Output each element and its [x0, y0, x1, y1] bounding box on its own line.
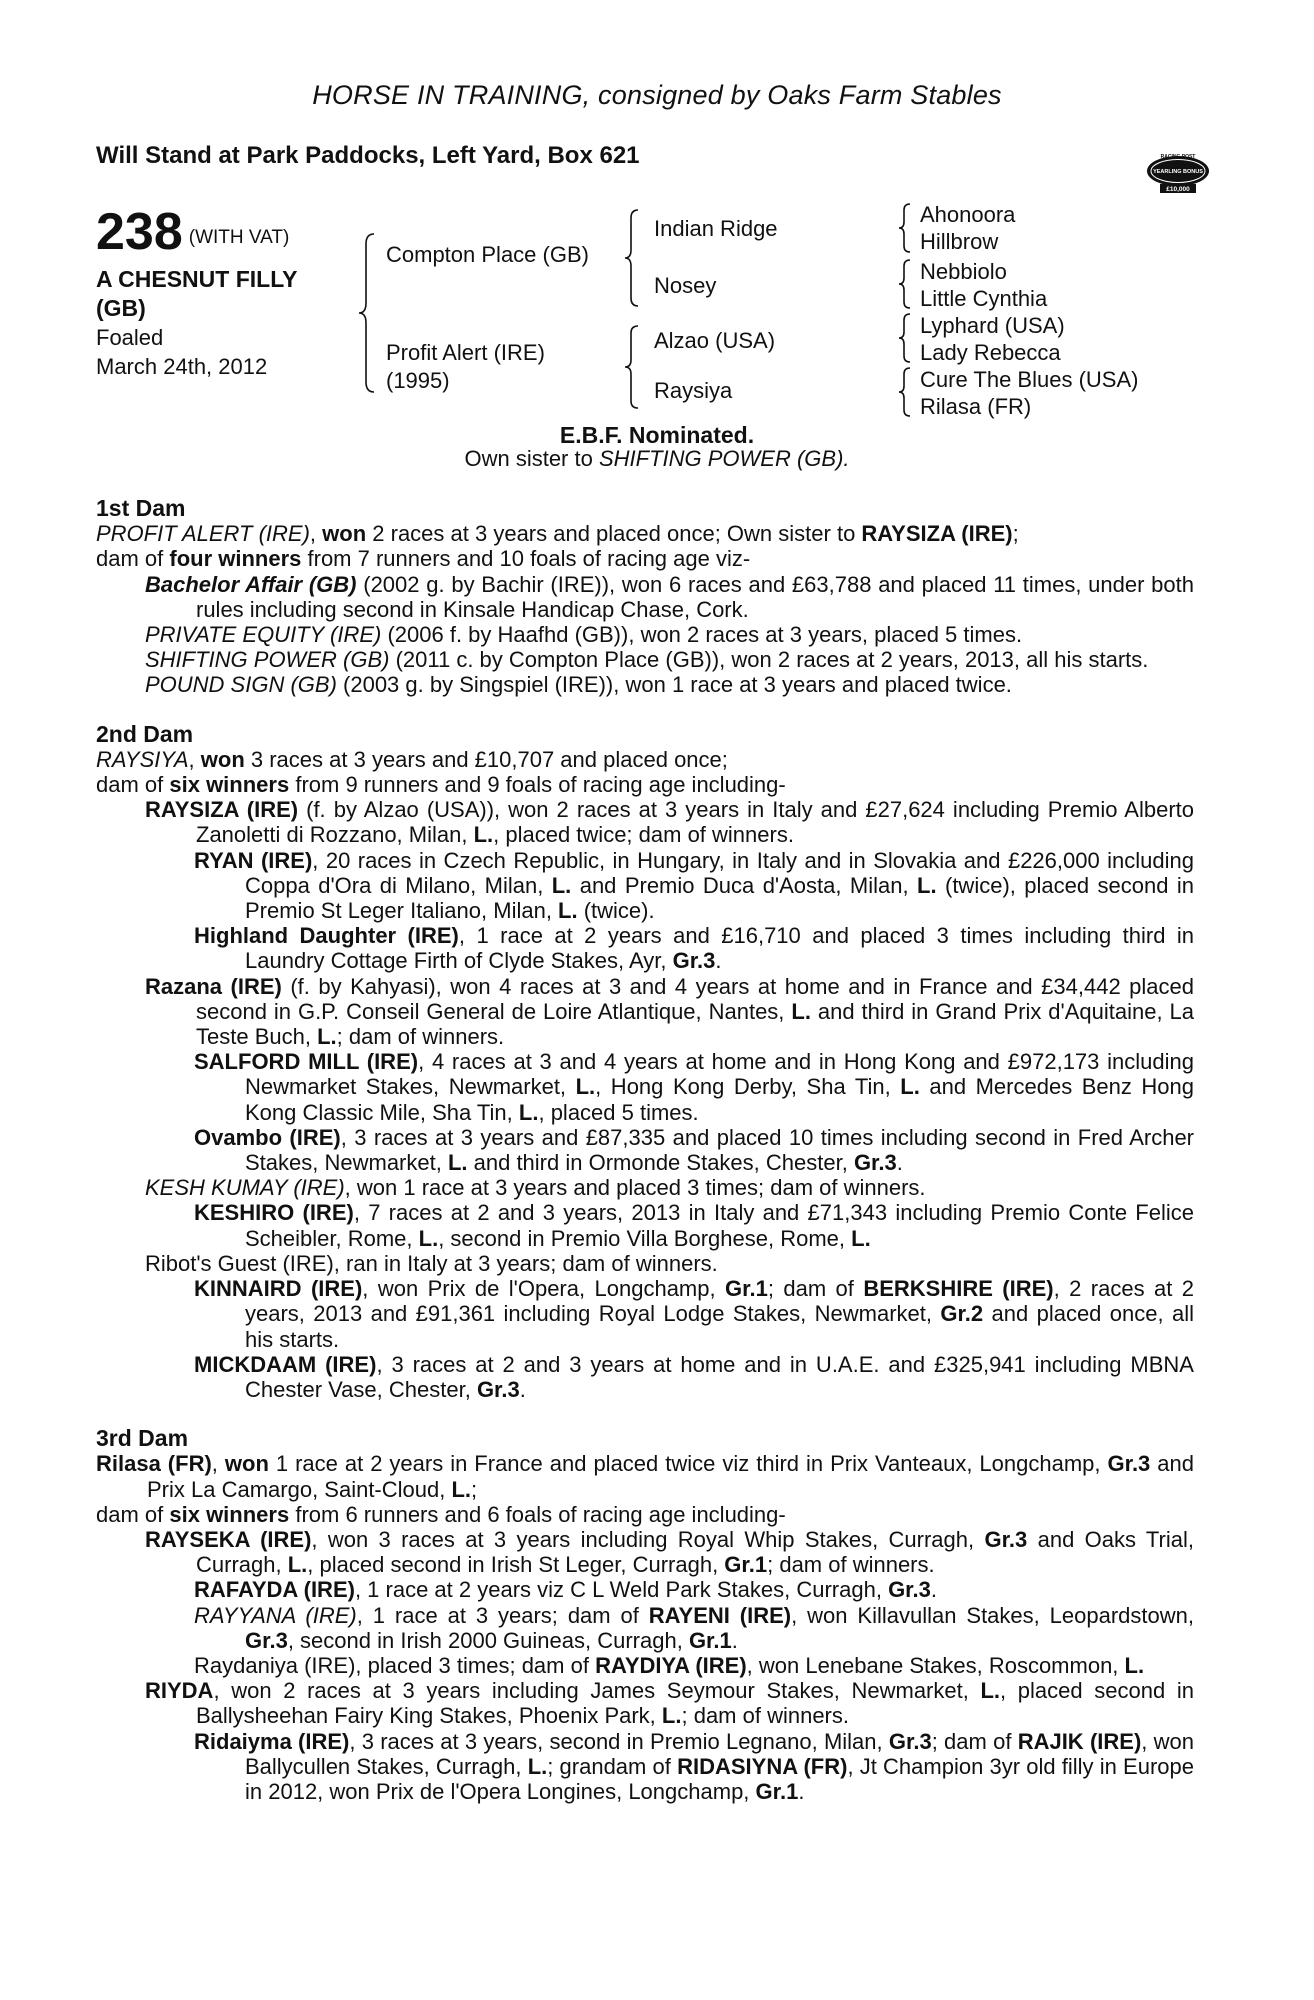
entry-text: from 6 runners and 6 foals of racing age including-: [289, 1501, 786, 1527]
entry-text: L.: [527, 1753, 548, 1779]
entry-text: RAYSIZA (IRE): [861, 521, 1013, 547]
section-title: 1st Dam: [96, 495, 186, 521]
entry-text: , second in Premio Villa Borghese, Rome,: [438, 1225, 852, 1251]
pedigree-dam: Profit Alert (IRE): [386, 340, 545, 365]
entry-text: , won Prix de l'Opera, Longchamp,: [362, 1276, 726, 1302]
entry-text: L.: [558, 898, 578, 924]
entry-text: Gr.3: [245, 1627, 288, 1653]
entry-text: (f. by Kahyasi), won 4 races at 3 and 4 years at home and in France and £34,442 placed second in G.P. Conseil General de Loire Atlantique, Nantes,: [196, 973, 1194, 1024]
entry-text: six winners: [169, 772, 290, 798]
entry-text: ; dam of: [767, 1276, 864, 1302]
own-sister-line: [0, 446, 1314, 472]
entry-paragraph: [96, 1527, 1194, 1577]
entry-paragraph: [96, 1451, 1194, 1501]
entry-text: Raydaniya (IRE), placed 3 times; dam of: [194, 1652, 596, 1678]
entry-text: Highland Daughter (IRE): [194, 923, 459, 949]
entry-text: ,: [211, 1451, 225, 1477]
pedigree-dam-dam: Raysiya: [654, 378, 733, 403]
entry-paragraph: [96, 1729, 1194, 1805]
entry-text: L.: [900, 1074, 920, 1100]
entry-text: L.: [551, 872, 572, 898]
entry-text: 2 races at 3 years and placed once; Own sister to: [366, 521, 862, 547]
entry-text: RAYDIYA (IRE): [595, 1652, 747, 1678]
entry-text: POUND SIGN (GB): [145, 672, 337, 698]
entry-paragraph: [96, 521, 1194, 546]
own-sister-prefix: Own sister to: [464, 446, 599, 471]
entry-paragraph: [96, 1200, 1194, 1250]
entry-text: Gr.3: [672, 948, 716, 974]
entry-paragraph: [96, 647, 1194, 672]
entry-paragraph: [96, 1502, 1194, 1527]
entry-text: .: [715, 948, 722, 974]
entry-text: KESHIRO (IRE): [194, 1200, 354, 1226]
pedigree-gen3-7: Cure The Blues (USA): [920, 367, 1139, 392]
entry-text: , 20 races in Czech Republic, in Hungary, in Italy and in Slovakia and £226,000 including Coppa d'Ora di Milano, Milan,: [245, 847, 1194, 898]
lot-block: [96, 205, 356, 381]
entry-text: RIYDA: [145, 1678, 214, 1704]
sire-dam-brace: [358, 232, 378, 394]
entry-text: , second in Irish 2000 Guineas, Curragh,: [287, 1627, 689, 1653]
lot-number-row: [96, 205, 356, 265]
entry-text: L.: [917, 872, 937, 898]
entry-text: , Hong Kong Derby, Sha Tin,: [595, 1074, 901, 1100]
entry-text: , won Ballycullen Stakes, Curragh,: [245, 1728, 1194, 1779]
entry-paragraph: [96, 772, 1194, 797]
entry-text: RAYSEKA (IRE): [145, 1526, 312, 1552]
entry-text: , 1 race at 2 years viz C L Weld Park Stakes, Curragh,: [354, 1577, 889, 1603]
entry-text: won: [200, 746, 245, 772]
entry-text: SHIFTING POWER (GB): [145, 647, 390, 673]
entry-paragraph: [96, 923, 1194, 973]
entry-paragraph: [96, 672, 1194, 697]
entry-text: and third in Grand Prix d'Aquitaine, La Teste Buch,: [196, 998, 1194, 1050]
entry-text: ,: [309, 521, 323, 547]
entry-text: PRIVATE EQUITY (IRE): [145, 622, 382, 648]
entry-text: Rilasa (FR): [96, 1451, 212, 1477]
entry-text: ; dam of winners.: [681, 1703, 849, 1729]
entry-text: ; grandam of: [547, 1753, 678, 1779]
entry-text: Gr.1: [755, 1778, 799, 1804]
entry-text: L.: [518, 1099, 539, 1125]
entry-paragraph: [96, 1175, 1194, 1200]
brace-sd: [898, 258, 914, 310]
entry-text: RAYYANA (IRE): [194, 1602, 357, 1628]
entry-text: (twice), placed second in Premio St Leger Italiano, Milan,: [245, 872, 1195, 924]
entry-paragraph: [96, 1603, 1194, 1653]
entry-text: , won Lenebane Stakes, Roscommon,: [746, 1652, 1125, 1678]
page-title: HORSE IN TRAINING, consigned by Oaks Farm Stables: [312, 80, 1002, 110]
entry-text: SALFORD MILL (IRE): [194, 1049, 419, 1075]
entry-paragraph: [96, 747, 1194, 772]
entry-text: RAFAYDA (IRE): [194, 1577, 355, 1603]
entry-text: , placed second in Irish St Leger, Curragh,: [307, 1552, 725, 1578]
pedigree-gen3-4: Little Cynthia: [920, 286, 1048, 311]
pedigree-dam-year: (1995): [386, 368, 450, 393]
entry-text: ,: [188, 746, 201, 772]
entry-text: KINNAIRD (IRE): [194, 1276, 363, 1302]
entry-text: , placed second in Ballysheehan Fairy King Stakes, Phoenix Park,: [196, 1678, 1194, 1729]
entry-text: Gr.1: [725, 1276, 768, 1302]
entry-text: won: [224, 1451, 269, 1477]
entry-text: from 7 runners and 10 foals of racing age viz-: [301, 546, 751, 572]
entry-paragraph: [96, 1678, 1194, 1728]
entry-text: Razana (IRE): [145, 973, 282, 999]
entry-text: Ovambo (IRE): [194, 1124, 341, 1150]
brace-dd: [898, 366, 914, 418]
entry-text: and Oaks Trial, Curragh,: [196, 1526, 1194, 1578]
entry-text: ; dam of winners.: [336, 1024, 505, 1050]
entry-text: and placed once, all his starts.: [245, 1301, 1194, 1352]
entry-text: RAJIK (IRE): [1017, 1728, 1142, 1754]
entry-paragraph: [96, 572, 1194, 622]
section-title: 3rd Dam: [96, 1425, 189, 1452]
pedigree-gen3-3: Nebbiolo: [920, 259, 1007, 284]
entry-text: Gr.3: [476, 1376, 520, 1402]
entry-text: , 1 race at 2 years and £16,710 and placed 3 times including third in Laundry Cottage Firth of Clyde Stakes, Ayr,: [245, 923, 1194, 974]
entry-text: .: [731, 1627, 738, 1653]
entry-text: Ridaiyma (IRE): [194, 1728, 350, 1754]
lot-vat: (WITH VAT): [188, 227, 290, 248]
entry-text: Bachelor Affair (GB): [145, 571, 357, 597]
lot-description-origin: (GB): [96, 295, 146, 321]
entry-paragraph: [96, 974, 1194, 1050]
entry-text: Gr.2: [940, 1301, 984, 1327]
entry-text: PROFIT ALERT (IRE): [96, 521, 310, 547]
entry-text: RIDASIYNA (FR): [677, 1753, 848, 1779]
entry-text: L.: [473, 822, 494, 848]
entry-text: , 2 races at 2 years, 2013 and £91,361 including Royal Lodge Stakes, Newmarket,: [245, 1276, 1194, 1327]
entry-text: dam of: [96, 546, 170, 572]
entry-text: L.: [451, 1476, 472, 1502]
entry-text: dam of: [96, 772, 170, 798]
entry-text: , 3 races at 3 years and £87,335 and placed 10 times including second in Fred Archer Stakes, Newmarket,: [245, 1124, 1195, 1176]
entry-text: 1 race at 2 years in France and placed twice viz third in Prix Vanteaux, Longchamp,: [268, 1451, 1108, 1477]
entry-text: Gr.3: [888, 1577, 931, 1603]
stand-location: Will Stand at Park Paddocks, Left Yard, Box 621: [96, 142, 640, 169]
entry-paragraph: [96, 1653, 1194, 1678]
entry-text: RAYSIYA: [96, 746, 189, 772]
pedigree-sire: Compton Place (GB): [386, 242, 589, 267]
entry-text: L.: [851, 1225, 871, 1251]
entry-text: MICKDAAM (IRE): [194, 1351, 377, 1377]
entry-text: , placed 5 times.: [538, 1099, 699, 1125]
entry-text: , 3 races at 3 years, second in Premio Legnano, Milan,: [349, 1728, 889, 1754]
brace-ss: [898, 202, 914, 254]
lot-description: A CHESNUT FILLY: [96, 266, 298, 292]
entry-text: , 1 race at 3 years; dam of: [356, 1602, 649, 1628]
badge-top-text: RACING POST: [1160, 154, 1196, 160]
entry-text: and Prix La Camargo, Saint-Cloud,: [147, 1451, 1194, 1502]
entry-text: Gr.1: [724, 1552, 768, 1578]
entry-text: , 3 races at 2 and 3 years at home and in U.A.E. and £325,941 including MBNA Chester Vase, Chester,: [245, 1351, 1194, 1402]
entry-text: ;: [471, 1476, 478, 1502]
entry-text: (2006 f. by Haafhd (GB)), won 2 races at 3 years, placed 5 times.: [381, 622, 1023, 648]
entry-text: .: [798, 1778, 805, 1804]
foaled-date: March 24th, 2012: [96, 354, 268, 379]
entry-text: , won 3 races at 3 years including Royal Whip Stakes, Curragh,: [311, 1526, 985, 1552]
entry-paragraph: [96, 1577, 1194, 1602]
entry-paragraph: [96, 797, 1194, 847]
foaled-label: Foaled: [96, 325, 164, 350]
pedigree-dam-sire: Alzao (USA): [654, 328, 776, 353]
entry-text: , Jt Champion 3yr old filly in Europe in 2012, won Prix de l'Opera Longines, Longchamp,: [245, 1753, 1194, 1804]
sire-line-brace: [624, 208, 642, 308]
entry-text: RAYENI (IRE): [648, 1602, 792, 1628]
entry-text: and Mercedes Benz Hong Kong Classic Mile, Sha Tin,: [245, 1074, 1195, 1125]
entry-paragraph: [96, 1125, 1194, 1175]
entry-text: from 9 runners and 9 foals of racing age including-: [289, 772, 786, 798]
entry-text: L.: [791, 998, 811, 1024]
entry-text: 3 races at 3 years and £10,707 and placed once;: [244, 746, 728, 772]
entry-text: (2003 g. by Singspiel (IRE)), won 1 race at 3 years and placed twice.: [336, 672, 1012, 698]
entry-paragraph: [96, 848, 1194, 924]
entry-text: .: [930, 1577, 937, 1603]
entry-text: and Premio Duca d'Aosta, Milan,: [571, 872, 918, 898]
entry-text: KESH KUMAY (IRE): [145, 1175, 345, 1201]
entry-text: ; dam of winners.: [767, 1552, 935, 1578]
dam-line-brace: [624, 324, 642, 410]
entry-text: six winners: [169, 1501, 290, 1527]
entry-text: Gr.3: [853, 1150, 897, 1176]
entry-text: , 4 races at 3 and 4 years at home and in Hong Kong and £972,173 including Newmarket Stakes, Newmarket,: [245, 1049, 1194, 1100]
entry-text: Gr.3: [984, 1526, 1028, 1552]
entry-text: , won 2 races at 3 years including James Seymour Stakes, Newmarket,: [213, 1678, 981, 1704]
pedigree-sire-dam: Nosey: [654, 273, 717, 298]
badge-amount: £10,000: [1166, 186, 1190, 193]
entry-text: , 7 races at 2 and 3 years, 2013 in Italy and £71,343 including Premio Conte Felice Scheibler, Rome,: [245, 1200, 1194, 1251]
entry-text: .: [519, 1376, 526, 1402]
entry-text: BERKSHIRE (IRE): [863, 1276, 1054, 1302]
entry-paragraph: [96, 546, 1194, 571]
entry-text: four winners: [169, 546, 302, 572]
entry-paragraph: [96, 1251, 1194, 1276]
entry-text: (2011 c. by Compton Place (GB)), won 2 races at 2 years, 2013, all his starts.: [389, 647, 1149, 673]
entry-paragraph: [96, 1049, 1194, 1125]
entry-text: ;: [1012, 521, 1019, 547]
entry-paragraph: [96, 1276, 1194, 1352]
entry-text: dam of: [96, 1501, 170, 1527]
entry-text: RAYSIZA (IRE): [145, 797, 299, 823]
entry-text: Gr.3: [1107, 1451, 1151, 1477]
own-sister-name: SHIFTING POWER (GB).: [598, 446, 850, 471]
entry-text: Gr.3: [888, 1728, 932, 1754]
pedigree-gen3-1: Ahonoora: [920, 202, 1016, 227]
entry-text: (twice).: [577, 898, 655, 924]
entry-text: L.: [661, 1703, 682, 1729]
entry-text: (f. by Alzao (USA)), won 2 races at 3 years in Italy and £27,624 including Premio Alberto Zanoletti di Rozzano, Milan,: [196, 797, 1195, 848]
entry-text: Gr.1: [688, 1627, 732, 1653]
entry-text: , won 1 race at 3 years and placed 3 times; dam of winners.: [344, 1175, 926, 1201]
pedigree-gen3-2: Hillbrow: [920, 229, 999, 254]
pedigree-gen3-8: Rilasa (FR): [920, 394, 1032, 419]
entry-text: won: [322, 521, 367, 547]
brace-ds: [898, 312, 914, 364]
entry-text: and third in Ormonde Stakes, Chester,: [467, 1150, 854, 1176]
lot-number: 238: [96, 203, 183, 261]
entry-text: L.: [287, 1552, 308, 1578]
pedigree-gen3-6: Lady Rebecca: [920, 340, 1061, 365]
pedigree-gen3-5: Lyphard (USA): [920, 313, 1065, 338]
entry-text: L.: [575, 1074, 596, 1100]
entry-text: , won Killavullan Stakes, Leopardstown,: [791, 1602, 1194, 1628]
badge-mid-text: YEARLING BONUS: [1153, 169, 1203, 175]
entry-text: L.: [317, 1024, 337, 1050]
entry-text: .: [896, 1150, 903, 1176]
entry-text: ; dam of: [931, 1728, 1018, 1754]
entry-text: RYAN (IRE): [194, 847, 313, 873]
yearling-bonus-badge: [1146, 146, 1210, 198]
entry-text: , placed twice; dam of winners.: [493, 822, 794, 848]
section-title: 2nd Dam: [96, 720, 194, 747]
entry-text: L.: [447, 1150, 468, 1176]
entry-paragraph: [96, 1352, 1194, 1402]
ebf-nomination: E.B.F. Nominated.: [559, 422, 755, 448]
entry-text: L.: [980, 1678, 1001, 1704]
dam-history: [96, 496, 1194, 1804]
entry-text: L.: [418, 1225, 439, 1251]
entry-text: Ribot's Guest (IRE), ran in Italy at 3 years; dam of winners.: [145, 1250, 718, 1276]
pedigree-sire-sire: Indian Ridge: [654, 216, 778, 241]
entry-text: (2002 g. by Bachir (IRE)), won 6 races and £63,788 and placed 11 times, under both rules including second in Kinsale Handicap Chase, Cork.: [196, 571, 1194, 622]
entry-text: L.: [1124, 1652, 1145, 1678]
entry-paragraph: [96, 622, 1194, 647]
